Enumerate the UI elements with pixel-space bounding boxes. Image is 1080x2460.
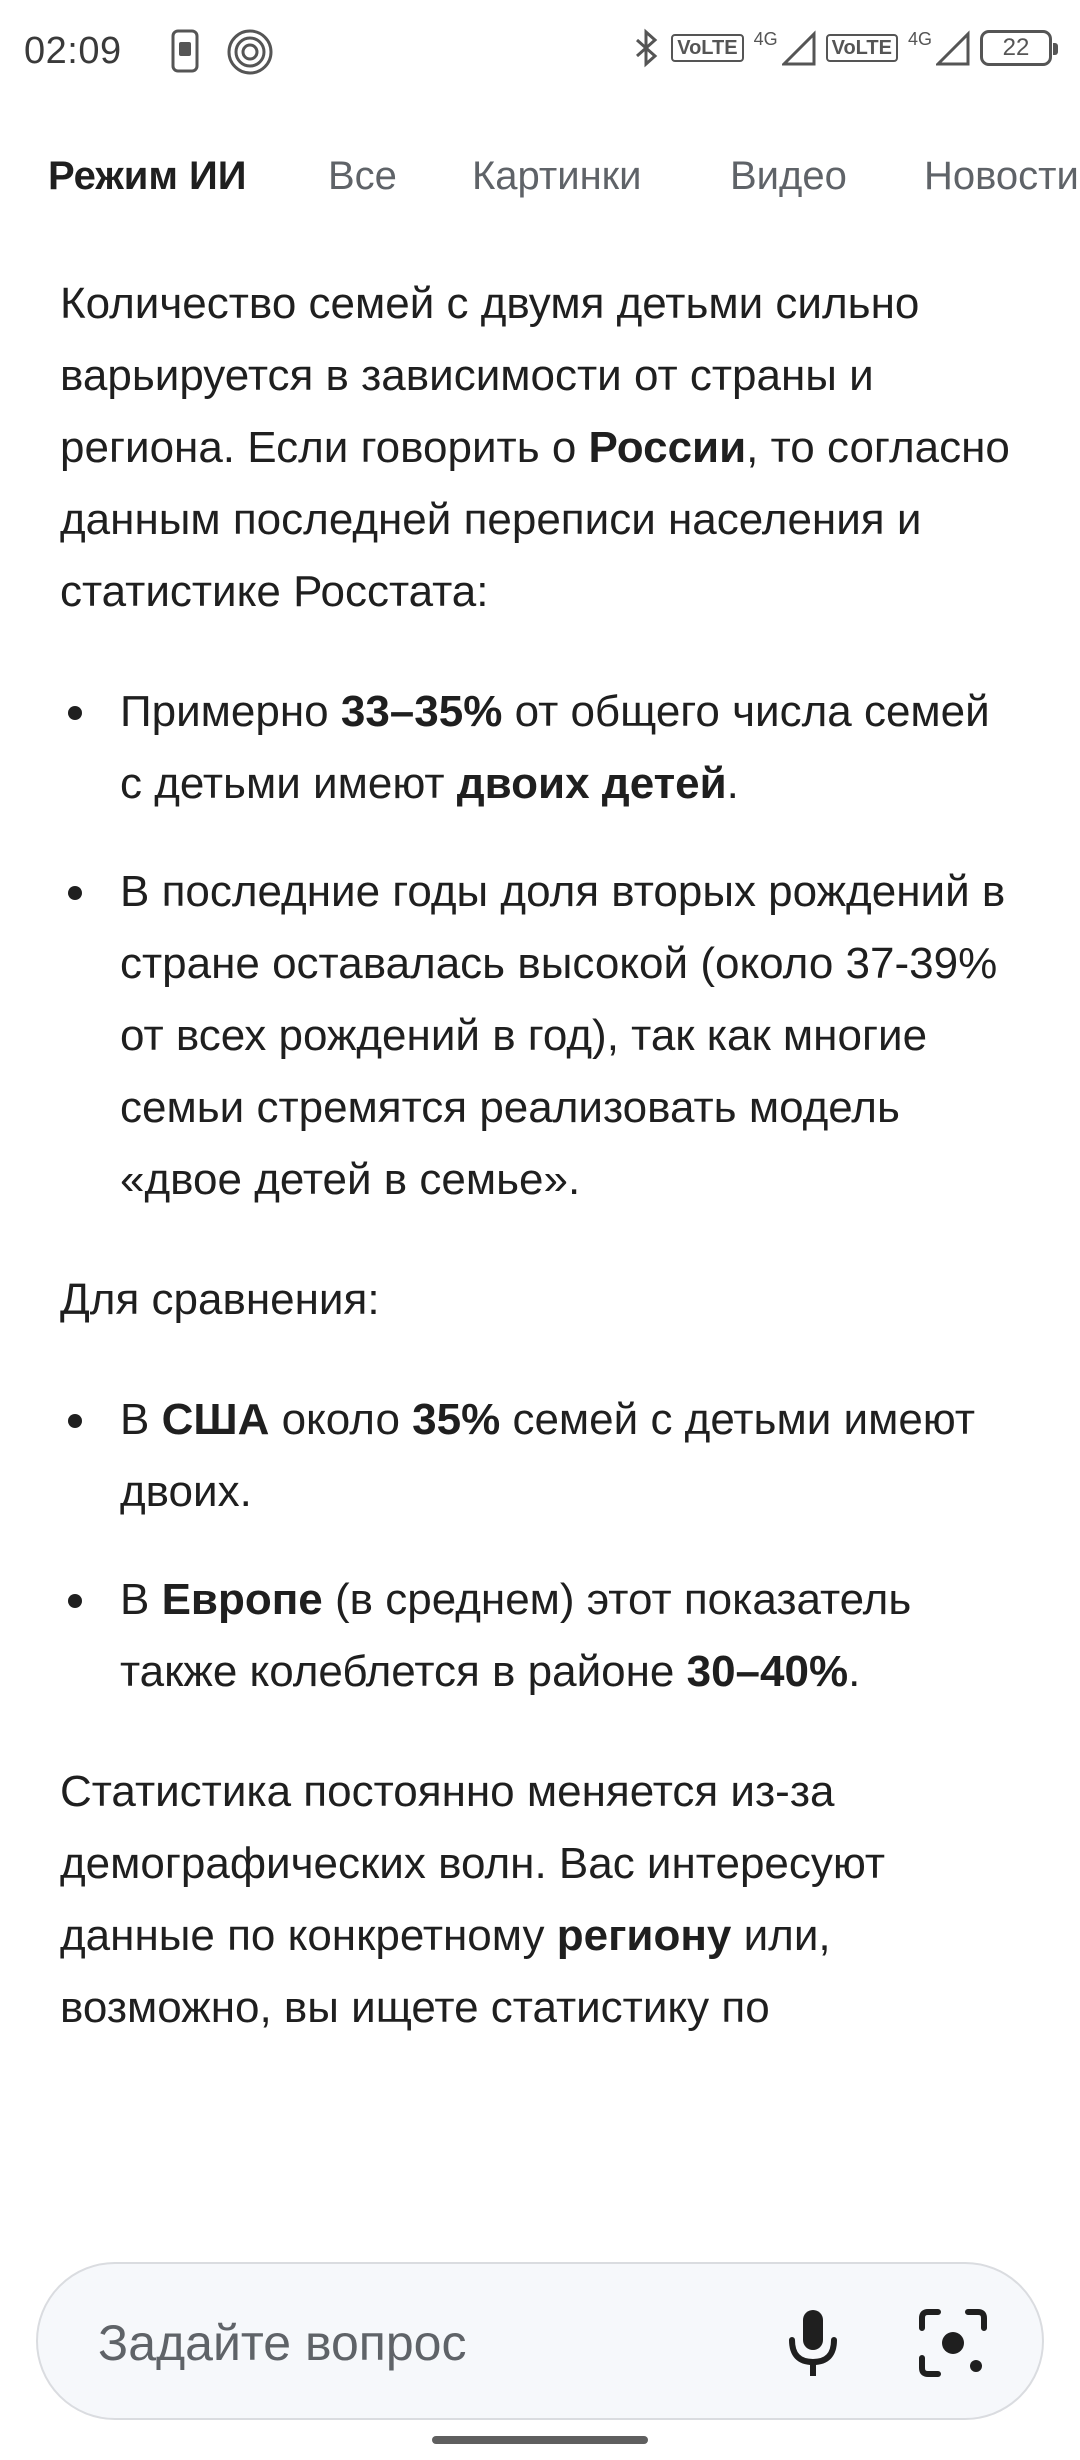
camera-lens-icon[interactable] [916,2306,990,2380]
list-item: В последние годы доля вторых рождений в стране оставалась высокой (около 37-39% от всех рождений в год), так как многие семьи стремятся реализовать модель «двое детей в семье». [60,856,1020,1216]
volte-badge-2: VoLTE [826,34,898,62]
fingerprint-icon [226,28,274,76]
comparison-list [60,1384,1020,1708]
bluetooth-icon [631,28,661,68]
tab-images[interactable]: Картинки [472,154,642,198]
signal-icon [936,30,970,66]
volte-badge-1: VoLTE [671,34,743,62]
tab-videos[interactable]: Видео [730,154,847,198]
content-fade [0,2160,1080,2230]
tab-ai-mode[interactable]: Режим ИИ [48,154,247,198]
russia-stats-list [60,676,1020,1216]
status-time: 02:09 [24,30,122,72]
list-item: В США около 35% семей с детьми имеют двоих. [60,1384,1020,1528]
search-tabs [0,140,1080,220]
network-type-1: 4G [753,28,778,49]
battery-icon [980,30,1052,66]
tab-news[interactable]: Новости [924,154,1079,198]
ask-input-placeholder[interactable]: Задайте вопрос [98,2315,467,2371]
ai-answer [60,268,1020,2223]
phone-icon [170,28,200,74]
tab-all[interactable]: Все [328,154,397,198]
network-type-2: 4G [907,28,932,49]
status-bar [0,0,1080,110]
list-item: Примерно 33–35% от общего числа семей с детьми имеют двоих детей. [60,676,1020,820]
signal-icon [782,30,816,66]
ask-input-bar[interactable] [36,2262,1044,2420]
list-item: В Европе (в среднем) этот показатель также колеблется в районе 30–40%. [60,1564,1020,1708]
home-indicator[interactable] [432,2436,648,2444]
battery-level: 22 [1002,34,1030,61]
comparison-heading: Для сравнения: [60,1275,380,1324]
status-indicators [631,28,1052,68]
answer-intro: Количество семей с двумя детьми сильно варьируется в зависимости от страны и региона. Если говорить о России, то согласно данным последней переписи населения и статистике Росстата: [60,279,1010,616]
microphone-icon[interactable] [778,2306,848,2380]
answer-outro: Статистика постоянно меняется из-за демографических волн. Вас интересуют данные по конкретному региону или, возможно, вы ищете статистику по [60,1767,886,2032]
